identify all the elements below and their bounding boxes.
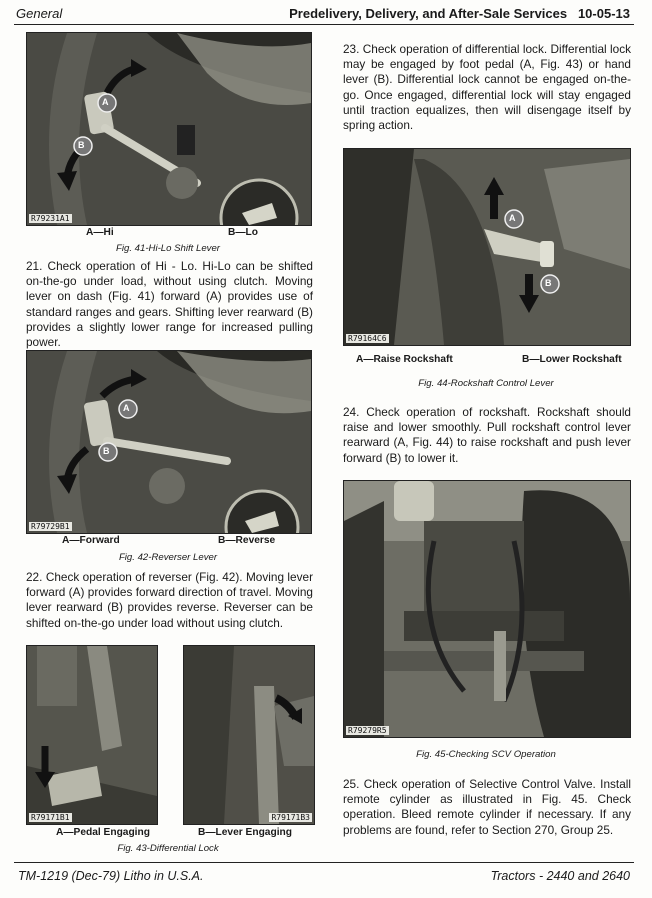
paragraph-22: 22. Check operation of reverser (Fig. 42). Moving lever forward (A) provides forward direction of travel. Moving lever rearward (B) provides reverse. Reverser can be shifted on-the-go under load without using clutch. — [26, 570, 313, 630]
fig42-illustration — [27, 351, 311, 533]
header-title-text: Predelivery, Delivery, and After-Sale Services — [289, 6, 568, 21]
fig42-label-b: B—Reverse — [218, 535, 276, 546]
paragraph-23: 23. Check operation of differential lock. Differential lock may be engaged by foot pedal (A, Fig. 43) or hand lever (B). Differential lock cannot be engaged on-the-go. Once engaged, differential lock will stay engaged until traction equalizes, then will disengage itself by spring action. — [343, 42, 631, 133]
fig45-caption: Fig. 45-Checking SCV Operation — [416, 749, 556, 760]
footer-left: TM-1219 (Dec-79) Litho in U.S.A. — [18, 869, 204, 883]
fig44-illustration — [344, 149, 630, 345]
fig42-tag: R79729B1 — [31, 522, 70, 531]
fig43-right-tag: R79171B3 — [271, 813, 310, 822]
paragraph-21: 21. Check operation of Hi - Lo. Hi-Lo can be shifted on-the-go under load, without using clutch. Moving lever on dash (Fig. 41) forward (A) provides use of standard ranges and gears. Shifting lever rearward (B) provides a slightly lower range for increased pulling power. — [26, 259, 313, 350]
fig41-tag: R79231A1 — [31, 214, 70, 223]
fig41-callout-a: A — [102, 97, 109, 107]
header-rule — [14, 24, 634, 25]
fig42-callout-a: A — [123, 403, 130, 413]
fig42-label-a: A—Forward — [62, 535, 120, 546]
fig45-photo — [343, 480, 631, 738]
fig44-callout-a: A — [509, 213, 516, 223]
fig42-photo — [26, 350, 312, 534]
paragraph-25: 25. Check operation of Selective Control Valve. Install remote cylinder as illustrated in Fig. 45. Check operation. Bleed remote cylinder if necessary. If any problems are found, refer to Section 270, Group 25. — [343, 777, 631, 837]
fig43-right-illustration — [184, 646, 314, 824]
fig42-caption: Fig. 42-Reverser Lever — [118, 552, 218, 563]
header-page-number: 10-05-13 — [577, 6, 630, 21]
fig43-caption: Fig. 43-Differential Lock — [117, 843, 219, 854]
fig45-illustration — [344, 481, 630, 737]
footer-right: Tractors - 2440 and 2640 — [490, 869, 630, 883]
fig41-illustration — [27, 33, 311, 225]
fig41-photo — [26, 32, 312, 226]
fig43-left-illustration — [27, 646, 157, 824]
fig42-callout-b: B — [103, 446, 110, 456]
fig43-label-a: A—Pedal Engaging — [56, 827, 150, 838]
fig43-label-b: B—Lever Engaging — [198, 827, 292, 838]
fig41-callout-b: B — [78, 140, 85, 150]
fig45-tag: R79279R5 — [348, 726, 387, 735]
fig41-label-b: B—Lo — [228, 227, 258, 238]
paragraph-24: 24. Check operation of rockshaft. Rockshaft should raise and lower smoothly. Pull rockshaft control lever rearward (A, Fig. 44) to raise rockshaft and push lever forward (B) to lower it. — [343, 405, 631, 465]
fig43-left-photo — [26, 645, 158, 825]
fig43-left-tag: R79171B1 — [31, 813, 70, 822]
fig44-tag: R79164C6 — [348, 334, 387, 343]
fig41-label-a: A—Hi — [86, 227, 114, 238]
fig43-right-photo — [183, 645, 315, 825]
fig44-caption: Fig. 44-Rockshaft Control Lever — [418, 378, 554, 389]
fig41-caption: Fig. 41-Hi-Lo Shift Lever — [116, 243, 220, 254]
fig44-photo — [343, 148, 631, 346]
fig44-label-b: B—Lower Rockshaft — [522, 354, 622, 365]
footer-rule — [14, 862, 634, 863]
fig44-callout-b: B — [545, 278, 552, 288]
header-section: General — [16, 6, 63, 21]
fig44-label-a: A—Raise Rockshaft — [356, 354, 453, 365]
header-title — [289, 6, 630, 21]
